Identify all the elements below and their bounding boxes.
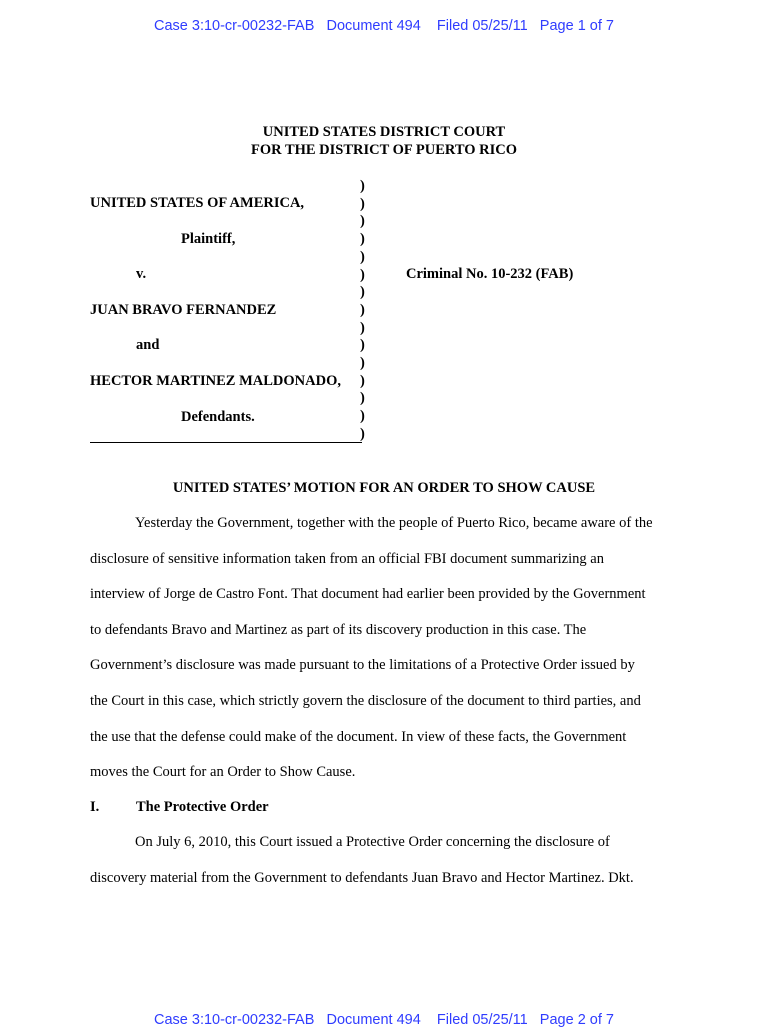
motion-title: UNITED STATES’ MOTION FOR AN ORDER TO SHOW CAUSE xyxy=(172,480,596,496)
defendant-2-name: HECTOR MARTINEZ MALDONADO, xyxy=(90,373,341,389)
and-label: and xyxy=(136,337,160,353)
ecf-footer-stamp: Case 3:10-cr-00232-FAB Document 494 Filed 05/25/11 Page 2 of 7 xyxy=(154,1012,614,1028)
text-line: moves the Court for an Order to Show Cause. xyxy=(90,764,356,781)
text-line: Government’s disclosure was made pursuant to the limitations of a Protective Order issued by xyxy=(90,657,635,674)
caption-paren: ) xyxy=(360,248,365,265)
versus-label: v. xyxy=(136,266,147,282)
text-line: interview of Jorge de Castro Font. That document had earlier been provided by the Government xyxy=(90,586,646,603)
text-line: disclosure of sensitive information taken from an official FBI document summarizing an xyxy=(90,550,604,567)
section-title: The Protective Order xyxy=(136,799,269,815)
caption-paren: ) xyxy=(360,319,365,336)
text-line: Yesterday the Government, together with the people of Puerto Rico, became aware of the xyxy=(135,515,653,531)
caption-paren: ) xyxy=(360,355,365,371)
caption-paren: ) xyxy=(360,231,365,248)
text-line: the Court in this case, which strictly govern the disclosure of the document to third parties, and xyxy=(90,693,641,709)
ecf-header-stamp: Case 3:10-cr-00232-FAB Document 494 Filed 05/25/11 Page 1 of 7 xyxy=(154,18,614,34)
plaintiff-name: UNITED STATES OF AMERICA, xyxy=(90,195,305,211)
section-number: I. xyxy=(90,799,100,815)
caption-paren: ) xyxy=(360,178,365,194)
caption-paren: ) xyxy=(360,301,365,318)
caption-paren: ) xyxy=(360,425,365,442)
caption-paren: ) xyxy=(360,195,365,212)
court-name-line2: FOR THE DISTRICT OF PUERTO RICO xyxy=(250,142,518,158)
case-number: Criminal No. 10-232 (FAB) xyxy=(406,266,574,282)
text-line: discovery material from the Government to defendants Juan Bravo and Hector Martinez. Dkt. xyxy=(90,870,634,886)
court-name-line1: UNITED STATES DISTRICT COURT xyxy=(262,124,506,140)
defendant-role: Defendants. xyxy=(181,409,255,425)
caption-paren: ) xyxy=(360,337,365,354)
text-line: the use that the defense could make of the document. In view of these facts, the Government xyxy=(90,728,627,745)
defendant-1-name: JUAN BRAVO FERNANDEZ xyxy=(90,302,277,318)
text-line: On July 6, 2010, this Court issued a Protective Order concerning the disclosure of xyxy=(135,834,610,850)
caption-paren: ) xyxy=(360,408,365,425)
caption-rule xyxy=(90,442,362,443)
caption-paren: ) xyxy=(360,266,365,283)
caption-paren: ) xyxy=(360,284,365,301)
caption-paren: ) xyxy=(360,372,365,389)
plaintiff-role: Plaintiff, xyxy=(181,231,236,247)
text-line: to defendants Bravo and Martinez as part of its discovery production in this case. The xyxy=(90,621,587,638)
caption-paren: ) xyxy=(360,213,365,230)
caption-paren: ) xyxy=(360,390,365,407)
